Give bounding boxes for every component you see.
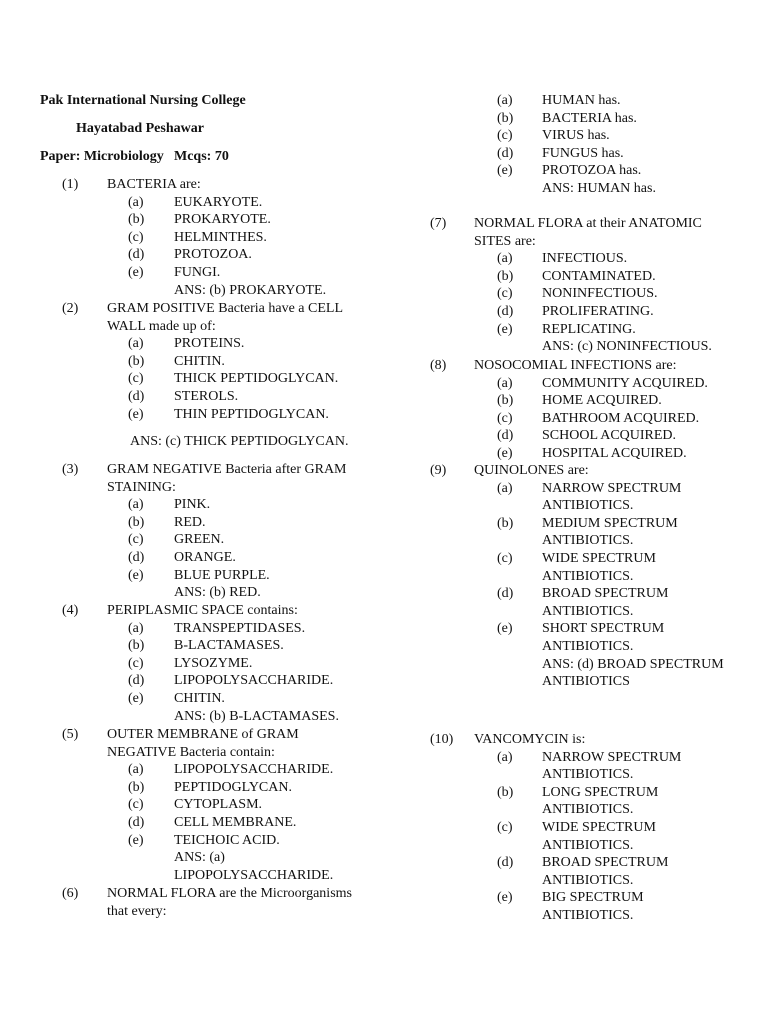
option-letter: (a) (497, 251, 513, 267)
option-text: HOME ACQUIRED. (542, 393, 662, 409)
option-letter: (a) (128, 497, 144, 513)
option-text: ANTIBIOTICS. (542, 639, 634, 654)
answer-text: ANS: (c) NONINFECTIOUS. (542, 339, 712, 355)
option-letter: (b) (497, 110, 514, 126)
option-text: REPLICATING. (542, 321, 636, 337)
option-letter: (d) (128, 815, 145, 830)
question-number: (9) (430, 463, 447, 478)
option-text: NARROW SPECTRUM (542, 480, 682, 496)
answer-text: ANTIBIOTICS (542, 674, 630, 690)
college-name: Pak International Nursing College (40, 93, 246, 108)
option-letter: (b) (497, 393, 514, 409)
option-text: INFECTIOUS. (542, 251, 628, 267)
option-text: WIDE SPECTRUM (542, 820, 656, 835)
option-text: LONG SPECTRUM (542, 784, 659, 800)
option-text: BLUE PURPLE. (174, 567, 270, 583)
question-stem: STAINING: (107, 479, 176, 495)
option-letter: (c) (497, 551, 513, 566)
option-letter: (b) (497, 268, 514, 284)
option-letter: (e) (497, 446, 513, 461)
option-text: ANTIBIOTICS. (542, 533, 634, 549)
option-text: CHITIN. (174, 353, 225, 369)
option-letter: (b) (128, 212, 145, 228)
option-text: BROAD SPECTRUM (542, 855, 669, 871)
option-letter: (b) (497, 784, 514, 800)
option-letter: (a) (128, 620, 144, 636)
option-text: NONINFECTIOUS. (542, 286, 658, 302)
option-text: THICK PEPTIDOGLYCAN. (174, 371, 339, 387)
option-text: BATHROOM ACQUIRED. (542, 410, 700, 426)
question-stem: PERIPLASMIC SPACE contains: (107, 603, 298, 618)
question-number: (7) (430, 216, 447, 231)
option-text: TRANSPEPTIDASES. (174, 620, 306, 636)
option-letter: (a) (128, 194, 144, 210)
option-letter: (e) (128, 265, 144, 280)
option-letter: (a) (497, 749, 513, 765)
question-number: (6) (62, 886, 79, 901)
question-stem: NEGATIVE Bacteria contain: (107, 744, 275, 760)
option-text: FUNGUS has. (542, 145, 624, 161)
question-stem: VANCOMYCIN is: (474, 732, 586, 747)
option-letter: (d) (497, 145, 514, 161)
option-letter: (d) (128, 673, 145, 689)
option-letter: (e) (128, 691, 144, 706)
option-text: PROTOZOA. (174, 247, 252, 263)
option-letter: (a) (497, 93, 513, 108)
option-letter: (d) (128, 247, 145, 263)
option-text: SCHOOL ACQUIRED. (542, 428, 677, 444)
option-text: ANTIBIOTICS. (542, 603, 634, 619)
option-letter: (c) (497, 410, 513, 426)
question-number: (1) (62, 177, 79, 192)
option-text: EUKARYOTE. (174, 194, 263, 210)
question-stem: that every: (107, 903, 167, 919)
answer-text: LIPOPOLYSACCHARIDE. (174, 867, 334, 883)
option-text: HUMAN has. (542, 93, 621, 108)
option-letter: (c) (497, 286, 513, 302)
option-text: STEROLS. (174, 389, 239, 404)
option-letter: (a) (497, 375, 513, 391)
option-text: ANTIBIOTICS. (542, 908, 634, 923)
option-text: THIN PEPTIDOGLYCAN. (174, 406, 329, 422)
question-stem: GRAM POSITIVE Bacteria have a CELL (107, 301, 343, 316)
option-letter: (e) (128, 832, 144, 848)
option-letter: (b) (128, 779, 145, 795)
option-letter: (e) (128, 567, 144, 583)
answer-text: ANS: (d) BROAD SPECTRUM (542, 656, 724, 672)
option-letter: (c) (128, 532, 144, 548)
option-text: TEICHOIC ACID. (174, 832, 280, 848)
answer-text: ANS: HUMAN has. (542, 181, 656, 196)
question-stem: NOSOCOMIAL INFECTIONS are: (474, 358, 677, 373)
option-letter: (d) (497, 855, 514, 871)
option-letter: (d) (497, 428, 514, 444)
option-text: GREEN. (174, 532, 225, 548)
option-letter: (b) (128, 638, 145, 654)
option-text: ANTIBIOTICS. (542, 837, 634, 853)
option-letter: (e) (128, 406, 144, 422)
option-text: CHITIN. (174, 691, 225, 706)
question-stem: OUTER MEMBRANE of GRAM (107, 727, 299, 742)
option-letter: (e) (497, 890, 513, 906)
option-text: LIPOPOLYSACCHARIDE. (174, 762, 334, 778)
option-letter: (b) (497, 515, 514, 531)
answer-text: ANS: (b) RED. (174, 585, 261, 601)
option-text: BIG SPECTRUM (542, 890, 644, 906)
option-text: ANTIBIOTICS. (542, 767, 634, 783)
option-text: ANTIBIOTICS. (542, 498, 634, 514)
option-text: HOSPITAL ACQUIRED. (542, 446, 687, 461)
college-location: Hayatabad Peshawar (76, 121, 204, 136)
option-letter: (c) (128, 229, 144, 245)
option-letter: (a) (128, 336, 144, 352)
option-text: PROTOZOA has. (542, 163, 642, 179)
option-letter: (c) (497, 128, 513, 144)
option-text: VIRUS has. (542, 128, 610, 144)
question-stem: SITES are: (474, 233, 536, 249)
option-letter: (d) (128, 389, 145, 404)
question-number: (8) (430, 358, 447, 373)
option-letter: (d) (128, 550, 145, 565)
option-text: WIDE SPECTRUM (542, 551, 656, 566)
option-text: PROLIFERATING. (542, 304, 654, 319)
answer-text: ANS: (b) B-LACTAMASES. (174, 708, 339, 724)
question-number: (4) (62, 603, 79, 618)
option-letter: (a) (128, 762, 144, 778)
option-text: ANTIBIOTICS. (542, 802, 634, 818)
question-stem: BACTERIA are: (107, 177, 201, 192)
option-text: SHORT SPECTRUM (542, 621, 665, 637)
option-letter: (c) (497, 820, 513, 835)
question-stem: WALL made up of: (107, 318, 216, 334)
option-letter: (e) (497, 163, 513, 179)
paper-title: Paper: Microbiology (40, 149, 164, 164)
option-text: PINK. (174, 497, 211, 513)
option-text: FUNGI. (174, 265, 221, 280)
question-number: (10) (430, 732, 454, 747)
option-text: NARROW SPECTRUM (542, 749, 682, 765)
option-letter: (b) (128, 514, 145, 530)
option-text: HELMINTHES. (174, 229, 267, 245)
option-letter: (e) (497, 621, 513, 637)
option-text: B-LACTAMASES. (174, 638, 284, 654)
option-letter: (c) (128, 371, 144, 387)
option-letter: (d) (497, 586, 514, 602)
option-text: RED. (174, 514, 206, 530)
option-text: PROTEINS. (174, 336, 245, 352)
option-text: MEDIUM SPECTRUM (542, 515, 678, 531)
option-text: CONTAMINATED. (542, 268, 656, 284)
option-text: PEPTIDOGLYCAN. (174, 779, 292, 795)
option-text: CYTOPLASM. (174, 797, 263, 813)
answer-text: ANS: (a) (174, 850, 225, 866)
option-letter: (c) (128, 797, 144, 813)
option-letter: (b) (128, 353, 145, 369)
answer-text: ANS: (c) THICK PEPTIDOGLYCAN. (130, 434, 349, 450)
option-letter: (c) (128, 655, 144, 671)
question-number: (5) (62, 727, 79, 742)
option-text: LIPOPOLYSACCHARIDE. (174, 673, 334, 689)
question-stem: NORMAL FLORA at their ANATOMIC (474, 216, 702, 231)
question-stem: GRAM NEGATIVE Bacteria after GRAM (107, 462, 347, 477)
mcq-count: Mcqs: 70 (174, 149, 229, 164)
option-letter: (e) (497, 321, 513, 337)
option-letter: (d) (497, 304, 514, 319)
question-number: (3) (62, 462, 79, 477)
option-text: ANTIBIOTICS. (542, 872, 634, 888)
option-text: ANTIBIOTICS. (542, 568, 634, 584)
option-text: PROKARYOTE. (174, 212, 271, 228)
option-text: LYSOZYME. (174, 655, 253, 671)
option-text: BACTERIA has. (542, 110, 637, 126)
option-text: ORANGE. (174, 550, 236, 565)
question-number: (2) (62, 301, 79, 316)
option-text: COMMUNITY ACQUIRED. (542, 375, 708, 391)
question-stem: QUINOLONES are: (474, 463, 589, 478)
answer-text: ANS: (b) PROKARYOTE. (174, 282, 327, 298)
option-text: CELL MEMBRANE. (174, 815, 297, 830)
question-stem: NORMAL FLORA are the Microorganisms (107, 886, 352, 901)
option-letter: (a) (497, 480, 513, 496)
option-text: BROAD SPECTRUM (542, 586, 669, 602)
